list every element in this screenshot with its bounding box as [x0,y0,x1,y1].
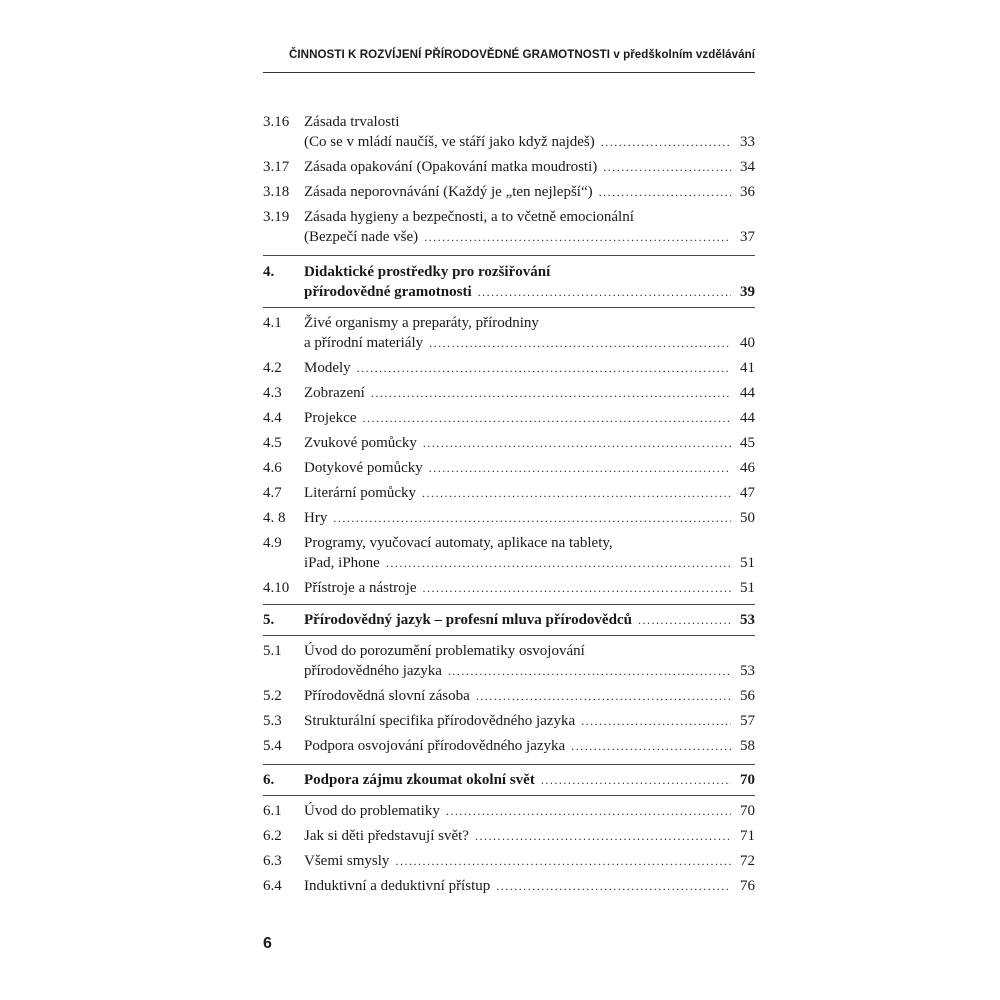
toc-title-line: Literární pomůcky [304,485,417,501]
toc-chapter-5[interactable] [263,610,755,630]
toc-number: 5.1 [263,643,282,659]
toc-page-number: 44 [740,410,755,426]
dot-leader [422,578,731,598]
toc-title-line: (Co se v mládí naučíš, ve stáří jako když najdeš) [304,134,595,150]
toc-page-number: 46 [740,460,755,476]
toc-page-number: 40 [740,335,755,351]
dot-leader [638,610,731,630]
toc-title-line: Všemi smysly [304,853,390,869]
toc-entry-4-7[interactable] [263,483,755,503]
dot-leader [496,876,731,896]
toc-title-line: Podpora zájmu zkoumat okolní svět [304,772,535,788]
dot-leader [599,182,731,202]
toc-entry-4-9[interactable] [263,533,755,573]
toc-title-line: Zásada trvalosti [304,114,400,130]
toc-title-line: Didaktické prostředky pro rozšiřování [304,264,551,280]
toc-entry-6-1[interactable] [263,801,755,821]
section-divider [263,764,755,765]
dot-leader [423,433,731,453]
toc-number: 5. [263,612,275,628]
toc-title-line: (Bezpečí nade vše) [304,229,419,245]
toc-number: 4. 8 [263,510,286,526]
toc-number: 6.2 [263,828,282,844]
toc-title-line: Přírodovědný jazyk – profesní mluva přírodovědců [304,612,632,628]
toc-title-line: Projekce [304,410,357,426]
toc-entry-4-6[interactable] [263,458,755,478]
toc-page-number: 56 [740,688,755,704]
toc-number: 4.9 [263,535,282,551]
toc-title-line: přírodovědného jazyka [304,663,442,679]
toc-page-number: 53 [740,612,755,628]
toc-page-number: 71 [740,828,755,844]
toc-page-number: 36 [740,184,755,200]
toc-page-number: 39 [740,284,755,300]
toc-page-number: 45 [740,435,755,451]
toc-title-line: Zobrazení [304,385,365,401]
toc-page-number: 47 [740,485,755,501]
toc-page-number: 44 [740,385,755,401]
toc-page-number: 76 [740,878,755,894]
toc-number: 4.1 [263,315,282,331]
toc-title-line: Zásada opakování (Opakování matka moudrosti) [304,159,598,175]
toc-number: 6.3 [263,853,282,869]
toc-entry-5-1[interactable] [263,641,755,681]
toc-title-line: přírodovědné gramotnosti [304,284,472,300]
toc-page-number: 70 [740,772,755,788]
toc-page-number: 34 [740,159,755,175]
toc-entry-5-2[interactable] [263,686,755,706]
toc-page-number: 33 [740,134,755,150]
toc-number: 4.2 [263,360,282,376]
toc-number: 5.2 [263,688,282,704]
toc-entry-4-2[interactable] [263,358,755,378]
dot-leader [448,661,731,681]
toc-page-number: 53 [740,663,755,679]
toc-number: 4. [263,264,275,280]
toc-entry-3-16[interactable] [263,112,755,152]
toc-entry-4-4[interactable] [263,408,755,428]
toc-number: 3.16 [263,114,290,130]
toc-title-line: a přírodní materiály [304,335,424,351]
toc-page-number: 50 [740,510,755,526]
toc-title-line: Úvod do porozumění problematiky osvojování [304,643,585,659]
dot-leader [478,282,731,302]
toc-title-line: Živé organismy a preparáty, přírodniny [304,315,539,331]
toc-title-line: Induktivní a deduktivní přístup [304,878,491,894]
toc-title-line: Dotykové pomůcky [304,460,423,476]
toc-title-line: Úvod do problematiky [304,803,440,819]
toc-page-number: 41 [740,360,755,376]
running-header [263,48,755,61]
section-divider [263,795,755,796]
dot-leader [541,770,731,790]
toc-entry-6-2[interactable] [263,826,755,846]
toc-number: 4.6 [263,460,282,476]
dot-leader [603,157,731,177]
dot-leader [395,851,731,871]
toc-number: 5.4 [263,738,282,754]
toc-number: 3.18 [263,184,290,200]
toc-number: 4.10 [263,580,290,596]
toc-entry-4-5[interactable] [263,433,755,453]
section-divider [263,255,755,256]
toc-entry-6-4[interactable] [263,876,755,896]
toc-chapter-6[interactable] [263,770,755,790]
toc-entry-5-4[interactable] [263,736,755,756]
toc-title-line: Zásada neporovnávání (Každý je „ten nejlepší“) [304,184,593,200]
toc-entry-3-17[interactable] [263,157,755,177]
toc-title-line: Modely [304,360,351,376]
toc-page-number: 57 [740,713,755,729]
toc-number: 3.19 [263,209,290,225]
toc-page-number: 37 [740,229,755,245]
toc-title-line: Přístroje a nástroje [304,580,417,596]
toc-title-line: Strukturální specifika přírodovědného jazyka [304,713,576,729]
toc-title-line: Jak si děti představují svět? [304,828,469,844]
toc-title-line: Zvukové pomůcky [304,435,417,451]
toc-entry-4-8[interactable] [263,508,755,528]
toc-page-number: 70 [740,803,755,819]
dot-leader [386,553,731,573]
dot-leader [422,483,731,503]
running-header-caps: ČINNOSTI K ROZVÍJENÍ PŘÍRODOVĚDNÉ GRAMOTNOSTI [288,48,611,61]
dot-leader [429,333,731,353]
section-divider [263,307,755,308]
running-header-rest: v předškolním vzdělávání [610,48,755,61]
table-of-contents [263,112,755,896]
dot-leader [601,132,731,152]
dot-leader [446,801,731,821]
toc-number: 5.3 [263,713,282,729]
toc-number: 3.17 [263,159,290,175]
toc-entry-3-18[interactable] [263,182,755,202]
toc-title-line: Přírodovědná slovní zásoba [304,688,470,704]
toc-entry-6-3[interactable] [263,851,755,871]
dot-leader [357,358,731,378]
toc-entry-4-1[interactable] [263,313,755,353]
toc-entry-5-3[interactable] [263,711,755,731]
toc-title-line: Programy, vyučovací automaty, aplikace na tablety, [304,535,613,551]
toc-entry-4-3[interactable] [263,383,755,403]
toc-page-number: 58 [740,738,755,754]
dot-leader [475,826,731,846]
dot-leader [371,383,731,403]
toc-title-line: Zásada hygieny a bezpečnosti, a to včetně emocionální [304,209,634,225]
toc-number: 4.5 [263,435,282,451]
section-divider [263,635,755,636]
toc-number: 4.4 [263,410,282,426]
header-rule [263,72,755,73]
dot-leader [429,458,731,478]
toc-page-number: 72 [740,853,755,869]
dot-leader [424,227,731,247]
dot-leader [476,686,731,706]
toc-title-line: iPad, iPhone [304,555,380,571]
toc-entry-4-10[interactable] [263,578,755,598]
toc-number: 6.1 [263,803,282,819]
toc-number: 4.7 [263,485,282,501]
page-number: 6 [263,935,272,952]
dot-leader [362,408,731,428]
section-divider [263,604,755,605]
dot-leader [581,711,731,731]
toc-number: 6. [263,772,275,788]
dot-leader [571,736,731,756]
toc-page-number: 51 [740,555,755,571]
toc-page-number: 51 [740,580,755,596]
toc-entry-3-19[interactable] [263,207,755,247]
toc-number: 6.4 [263,878,282,894]
toc-title-line: Hry [304,510,328,526]
toc-title-line: Podpora osvojování přírodovědného jazyka [304,738,566,754]
toc-chapter-4[interactable] [263,262,755,302]
dot-leader [333,508,731,528]
toc-number: 4.3 [263,385,282,401]
